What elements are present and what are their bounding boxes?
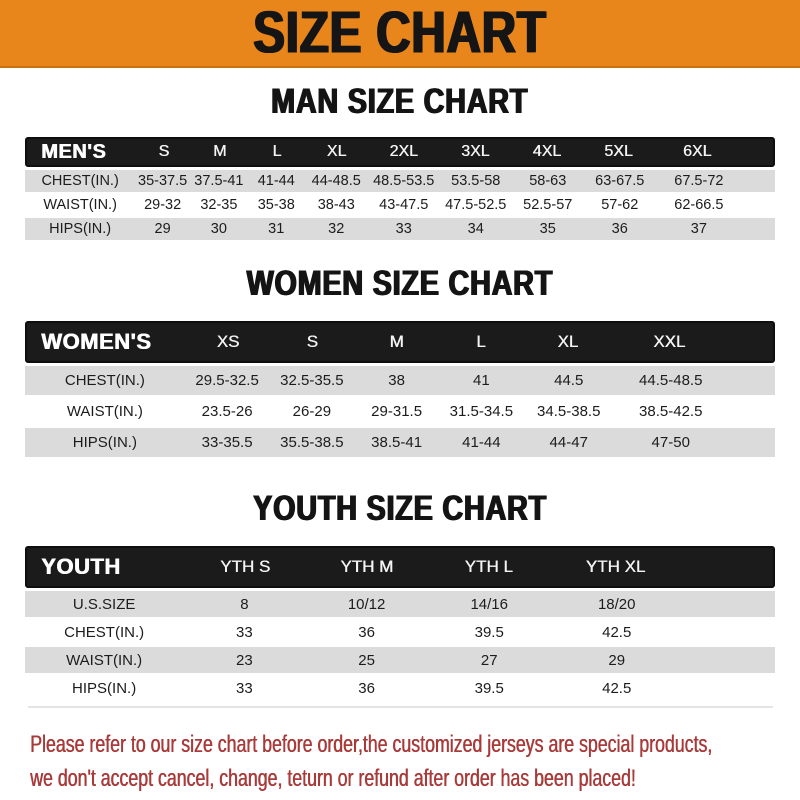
table-cell: 33 — [236, 623, 253, 641]
column-header: 2XL — [389, 143, 418, 160]
table-cell: 14/16 — [470, 595, 508, 613]
banner — [0, 0, 800, 68]
table-row — [25, 647, 775, 673]
table-cell: 41-44 — [462, 434, 501, 451]
table-cell: 36 — [611, 221, 628, 237]
table-cell: 52.5-57 — [523, 197, 573, 213]
table-cell: 39.5 — [474, 623, 504, 641]
table-cell: 27 — [480, 651, 498, 669]
table-row — [25, 675, 775, 701]
table-cell: 30 — [210, 221, 227, 237]
men-header-row — [25, 137, 775, 167]
heading-text: MAN SIZE CHART — [271, 82, 529, 121]
table-cell: 38.5-41 — [371, 434, 423, 451]
table-row — [25, 619, 775, 645]
men-size-chart-section — [0, 68, 800, 240]
youth-section-heading — [0, 457, 800, 546]
men-section-heading — [0, 68, 800, 137]
table-cell: 38 — [388, 372, 405, 389]
table-cell: 31.5-34.5 — [449, 403, 514, 420]
women-section-heading — [0, 240, 800, 321]
column-header: YTH XL — [585, 557, 646, 576]
column-header: 5XL — [604, 143, 633, 160]
table-cell: 8 — [240, 595, 249, 613]
table-cell: 43-47.5 — [379, 197, 429, 213]
table-cell: 58-63 — [529, 173, 567, 189]
row-label: HIPS(IN.) — [49, 221, 112, 237]
table-cell: 35-38 — [257, 197, 295, 213]
column-header: 3XL — [461, 143, 490, 160]
table-row — [25, 366, 775, 395]
row-label: WAIST(IN.) — [66, 403, 143, 420]
table-cell: 29-32 — [144, 197, 182, 213]
table-row — [25, 428, 775, 457]
youth-header-row — [25, 546, 775, 588]
heading-text: YOUTH SIZE CHART — [253, 489, 547, 528]
table-cell: 29 — [154, 221, 171, 237]
table-corner-label: MEN'S — [41, 140, 107, 163]
table-cell: 42.5 — [602, 679, 632, 697]
table-cell: 44-47 — [549, 434, 588, 451]
column-header: L — [476, 332, 486, 351]
table-cell: 29 — [608, 651, 626, 669]
table-cell: 47.5-52.5 — [445, 197, 507, 213]
table-cell: 42.5 — [602, 623, 632, 641]
column-header: XXL — [653, 332, 686, 351]
row-label: CHEST(IN.) — [64, 372, 145, 389]
youth-size-chart-section — [0, 457, 800, 701]
table-cell: 29-31.5 — [371, 403, 423, 420]
table-cell: 26-29 — [292, 403, 332, 420]
row-label: HIPS(IN.) — [72, 434, 137, 451]
table-cell: 38.5-42.5 — [639, 403, 703, 420]
table-cell: 44-48.5 — [311, 173, 361, 189]
table-cell: 48.5-53.5 — [373, 173, 435, 189]
table-cell: 33 — [236, 679, 253, 697]
youth-size-table — [25, 546, 775, 701]
table-cell: 23.5-26 — [201, 403, 253, 420]
column-header: M — [213, 143, 227, 160]
column-header: M — [389, 332, 404, 351]
table-cell: 67.5-72 — [674, 173, 724, 189]
men-size-table — [25, 137, 775, 240]
table-cell: 38-43 — [317, 197, 355, 213]
table-cell: 34.5-38.5 — [537, 403, 601, 420]
table-cell: 35.5-38.5 — [280, 434, 344, 451]
table-cell: 41-44 — [257, 173, 295, 189]
row-label: WAIST(IN.) — [43, 197, 117, 213]
table-corner-label: YOUTH — [41, 554, 121, 579]
column-header: XL — [557, 332, 579, 351]
heading-text: WOMEN SIZE CHART — [246, 264, 554, 303]
footer-notice — [30, 728, 800, 796]
table-cell: 35-37.5 — [138, 173, 188, 189]
table-cell: 53.5-58 — [451, 173, 501, 189]
table-cell: 29.5-32.5 — [195, 372, 259, 389]
table-cell: 10/12 — [347, 595, 386, 613]
table-cell: 63-67.5 — [595, 173, 645, 189]
column-header: YTH L — [464, 557, 513, 576]
column-header: L — [272, 143, 282, 160]
table-cell: 31 — [268, 221, 285, 237]
table-cell: 39.5 — [474, 679, 504, 697]
row-label: CHEST(IN.) — [64, 623, 145, 641]
table-corner-label: WOMEN'S — [41, 329, 152, 354]
women-header-row — [25, 321, 775, 363]
column-header: XS — [216, 332, 240, 351]
table-divider — [28, 706, 773, 708]
table-cell: 32.5-35.5 — [280, 372, 344, 389]
column-header: YTH M — [340, 557, 394, 576]
table-cell: 36 — [358, 679, 375, 697]
table-cell: 34 — [467, 221, 484, 237]
row-label: HIPS(IN.) — [72, 679, 137, 697]
women-size-table — [25, 321, 775, 457]
table-row — [25, 397, 775, 426]
table-cell: 33-35.5 — [201, 434, 253, 451]
table-row — [25, 194, 775, 216]
column-header: 6XL — [682, 143, 712, 160]
table-cell: 47-50 — [651, 434, 690, 451]
table-cell: 37 — [690, 221, 707, 237]
column-header: S — [158, 143, 170, 160]
banner-title: SIZE CHART — [253, 0, 547, 66]
table-cell: 35 — [539, 221, 556, 237]
table-cell: 62-66.5 — [674, 197, 724, 213]
table-cell: 44.5 — [554, 372, 584, 389]
charts-main — [0, 68, 800, 701]
table-cell: 23 — [236, 651, 253, 669]
table-cell: 44.5-48.5 — [639, 372, 703, 389]
column-header: 4XL — [532, 143, 562, 160]
column-header: S — [306, 332, 318, 351]
table-cell: 41 — [473, 372, 490, 389]
notice-line-1: Please refer to our size chart before order,the customized jerseys are special products, — [30, 731, 713, 758]
table-cell: 57-62 — [601, 197, 639, 213]
table-row — [25, 170, 775, 192]
table-cell: 18/20 — [597, 595, 636, 613]
table-cell: 32 — [328, 221, 345, 237]
column-header: YTH S — [220, 557, 271, 576]
table-cell: 37.5-41 — [194, 173, 244, 189]
women-size-chart-section — [0, 240, 800, 457]
table-cell: 25 — [358, 651, 375, 669]
row-label: CHEST(IN.) — [41, 173, 119, 189]
table-cell: 32-35 — [200, 197, 238, 213]
row-label: U.S.SIZE — [72, 595, 136, 613]
table-cell: 36 — [358, 623, 375, 641]
row-label: WAIST(IN.) — [66, 651, 143, 669]
column-header: XL — [326, 143, 347, 160]
table-row — [25, 591, 775, 617]
notice-line-2: we don't accept cancel, change, teturn or refund after order has been placed! — [30, 765, 636, 792]
table-cell: 33 — [395, 221, 412, 237]
table-row — [25, 218, 775, 240]
